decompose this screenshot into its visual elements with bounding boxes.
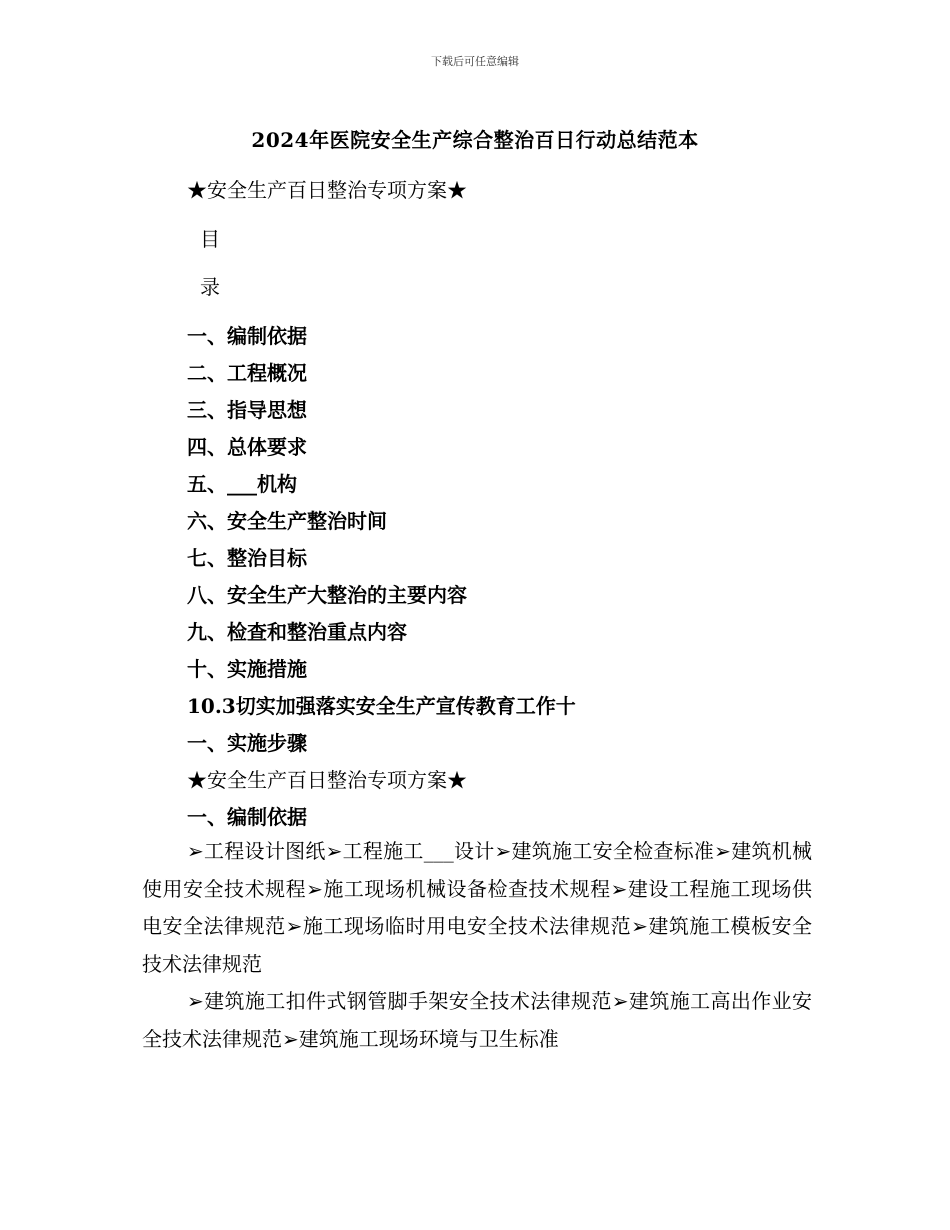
toc-item: 10.3切实加强落实安全生产宣传教育工作十 <box>187 694 576 718</box>
toc-item: 一、实施步骤 <box>187 731 307 755</box>
toc-label-lu: 录 <box>200 275 220 299</box>
toc-item: 六、安全生产整治时间 <box>187 509 387 533</box>
subtitle: ★安全生产百日整治专项方案★ <box>187 178 467 202</box>
toc-item: 八、安全生产大整治的主要内容 <box>187 583 467 607</box>
toc-item: 五、___机构 <box>187 472 297 496</box>
page-header-note: 下载后可任意编辑 <box>431 55 519 68</box>
toc-item: 九、检查和整治重点内容 <box>187 620 407 644</box>
section-heading: ★安全生产百日整治专项方案★ <box>187 768 467 792</box>
toc-item: 三、指导思想 <box>187 398 307 422</box>
toc-item: 一、编制依据 <box>187 324 307 348</box>
section-title: 一、编制依据 <box>187 805 307 829</box>
toc-item: 七、整治目标 <box>187 546 307 570</box>
document-title: 2024年医院安全生产综合整治百日行动总结范本 <box>251 128 699 152</box>
body-paragraph: ➢建筑施工扣件式钢管脚手架安全技术法律规范➢建筑施工高出作业安全技术法律规范➢建筑施工现场环境与卫生标准 <box>142 989 812 1051</box>
body-paragraph: ➢工程设计图纸➢工程施工___设计➢建筑施工安全检查标准➢建筑机械使用安全技术规程➢施工现场机械设备检查技术规程➢建设工程施工现场供电安全法律规范➢施工现场临时用电安全技术法律规范➢建筑施工模板安全技术法律规范 <box>142 839 812 976</box>
toc-item: 四、总体要求 <box>187 435 307 459</box>
toc-item: 二、工程概况 <box>187 361 307 385</box>
toc-label-mu: 目 <box>200 227 220 251</box>
toc-item: 十、实施措施 <box>187 657 307 681</box>
